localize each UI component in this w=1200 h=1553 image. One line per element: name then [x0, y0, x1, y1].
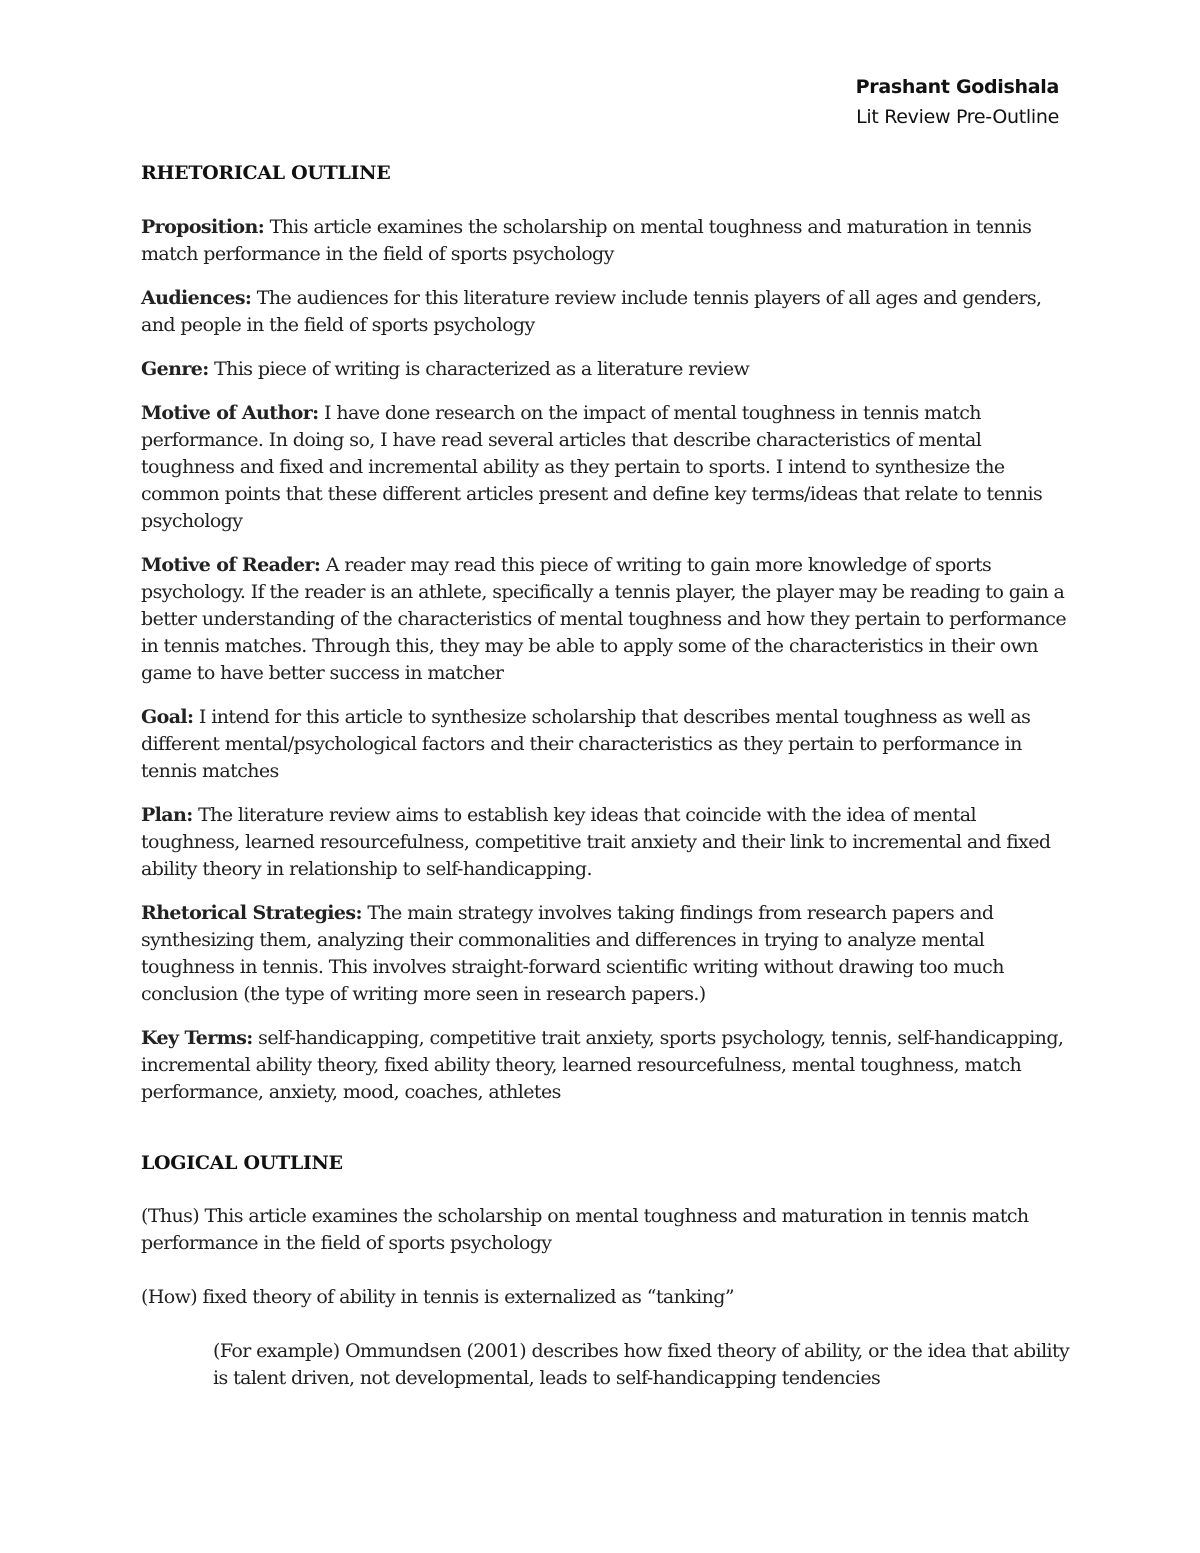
motive-of-reader-text: A reader may read this piece of writing to gain more knowledge of sports psychology. If the reader is an athlete, specifically a tennis player, the player may be reading to gain a better understanding of the characteristics of mental toughness and how they pertain to performance in tennis matches. Through this, they may be able to apply some of the characteristics in their own game to have better success in matcher — [141, 554, 1066, 684]
audiences-paragraph — [141, 285, 1071, 339]
goal-text: I intend for this article to synthesize scholarship that describes mental toughness as well as different mental/psychological factors and their characteristics as they pertain to performance in tennis matches — [141, 706, 1031, 782]
audiences-label: Audiences: — [141, 287, 252, 309]
motive-of-author-text: I have done research on the impact of mental toughness in tennis match performance. In doing so, I have read several articles that describe characteristics of mental toughness and fixed and incremental ability as they pertain to sports. I intend to synthesize the common points that these different articles present and define key terms/ideas that relate to tennis psychology — [141, 402, 1043, 532]
plan-paragraph — [141, 802, 1071, 883]
logical-example-line: (For example) Ommundsen (2001) describes how fixed theory of ability, or the idea that ability is talent driven, not developmental, leads to self-handicapping tendencies — [213, 1340, 1070, 1389]
proposition-paragraph — [141, 214, 1071, 268]
goal-paragraph — [141, 704, 1071, 785]
motive-of-reader-label: Motive of Reader: — [141, 554, 321, 576]
key-terms-label: Key Terms: — [141, 1027, 253, 1049]
logical-thus-line: (Thus) This article examines the scholarship on mental toughness and maturation in tennis match performance in the field of sports psychology — [141, 1205, 1029, 1254]
author-name: Prashant Godishala — [855, 76, 1059, 98]
logical-outline-heading: LOGICAL OUTLINE — [141, 1152, 343, 1174]
motive-of-author-paragraph — [141, 400, 1071, 535]
plan-text: The literature review aims to establish key ideas that coincide with the idea of mental toughness, learned resourcefulness, competitive trait anxiety and their link to incremental and fixed ability theory in relationship to self-handicapping. — [141, 804, 1051, 880]
rhetorical-strategies-text: The main strategy involves taking findings from research papers and synthesizing them, analyzing their commonalities and differences in trying to analyze mental toughness in tennis. This involves straight-forward scientific writing without drawing too much conclusion (the type of writing more seen in research papers.) — [141, 902, 1004, 1005]
proposition-label: Proposition: — [141, 216, 265, 238]
document-subtitle: Lit Review Pre-Outline — [856, 106, 1059, 128]
document-header — [856, 72, 1059, 132]
motive-of-author-label: Motive of Author: — [141, 402, 319, 424]
audiences-text: The audiences for this literature review include tennis players of all ages and genders, and people in the field of sports psychology — [141, 287, 1042, 336]
rhetorical-strategies-label: Rhetorical Strategies: — [141, 902, 362, 924]
genre-label: Genre: — [141, 358, 209, 380]
key-terms-text: self-handicapping, competitive trait anxiety, sports psychology, tennis, self-handicapping, incremental ability theory, fixed ability theory, learned resourcefulness, mental toughness, match performance, anxiety, mood, coaches, athletes — [141, 1027, 1064, 1103]
genre-text: This piece of writing is characterized as a literature review — [214, 358, 750, 380]
document-body — [141, 158, 1071, 1392]
plan-label: Plan: — [141, 804, 193, 826]
genre-paragraph — [141, 356, 1071, 383]
goal-label: Goal: — [141, 706, 194, 728]
logical-how-line: (How) fixed theory of ability in tennis is externalized as “tanking” — [141, 1286, 734, 1308]
proposition-text: This article examines the scholarship on mental toughness and maturation in tennis match performance in the field of sports psychology — [141, 216, 1032, 265]
key-terms-paragraph — [141, 1025, 1071, 1106]
rhetorical-outline-heading: RHETORICAL OUTLINE — [141, 162, 391, 184]
rhetorical-strategies-paragraph — [141, 900, 1071, 1008]
motive-of-reader-paragraph — [141, 552, 1071, 687]
